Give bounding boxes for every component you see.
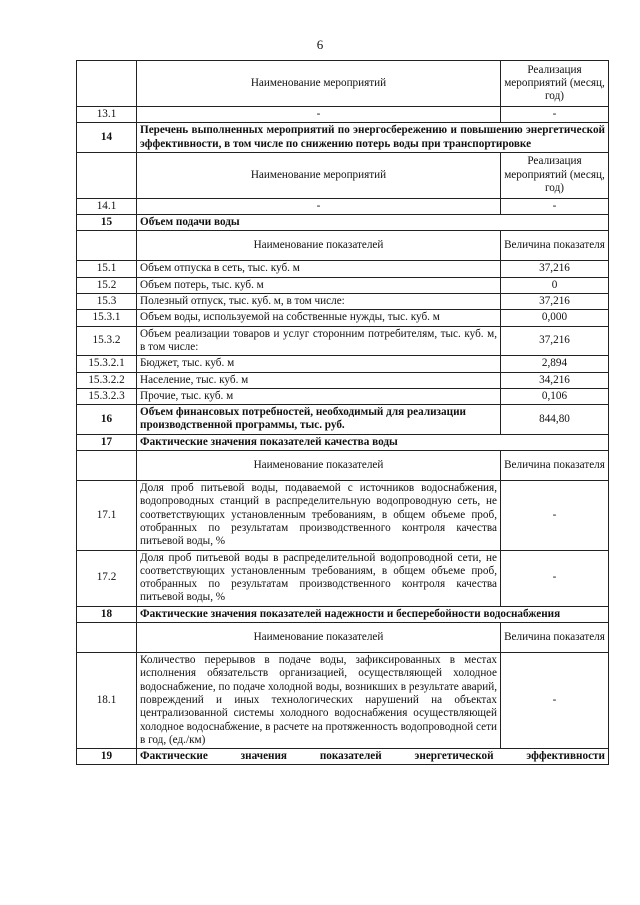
row-name: - bbox=[137, 198, 501, 214]
row-value: - bbox=[501, 198, 609, 214]
row-number: 17.1 bbox=[77, 481, 137, 550]
table-row bbox=[77, 372, 609, 388]
section-number: 16 bbox=[100, 412, 113, 425]
page-number: 6 bbox=[316, 37, 324, 52]
row-number: 15.3.1 bbox=[77, 310, 137, 326]
table-row bbox=[77, 294, 609, 310]
row-value: - bbox=[501, 550, 609, 606]
column-header-value: Реализация мероприятий (месяц, год) bbox=[501, 61, 609, 107]
section-title: Фактические значения показателей надежности и бесперебойности водоснабжения bbox=[140, 607, 561, 620]
row-number: 17.2 bbox=[77, 550, 137, 606]
section-row bbox=[77, 123, 609, 153]
row-number: 15.1 bbox=[77, 261, 137, 277]
row-name: - bbox=[137, 107, 501, 123]
section-number: 14 bbox=[100, 130, 113, 143]
table-row bbox=[77, 107, 609, 123]
row-value: 37,216 bbox=[501, 294, 609, 310]
row-number: 15.3.2.3 bbox=[77, 388, 137, 404]
table-row bbox=[77, 310, 609, 326]
table-row bbox=[77, 261, 609, 277]
row-name: Доля проб питьевой воды в распределительной водопроводной сети, не соответствующих установленным требованиям, в общем объеме проб, отобранных по результатам производственного контроля качества питьевой воды, % bbox=[137, 550, 501, 606]
row-value: 37,216 bbox=[501, 326, 609, 356]
table-row bbox=[77, 277, 609, 293]
table-row bbox=[77, 198, 609, 214]
column-header-value: Величина показателя bbox=[501, 451, 609, 481]
table-row bbox=[77, 356, 609, 372]
row-number: 15.2 bbox=[77, 277, 137, 293]
section-title: Объем подачи воды bbox=[140, 216, 240, 229]
section-row bbox=[77, 749, 609, 765]
section-row bbox=[77, 405, 609, 435]
section-number: 15 bbox=[100, 216, 113, 229]
column-header-name: Наименование мероприятий bbox=[137, 152, 501, 198]
table-header-row bbox=[77, 231, 609, 261]
table-header-row bbox=[77, 451, 609, 481]
row-name: Доля проб питьевой воды, подаваемой с источников водоснабжения, водопроводных станций в распределительную водопроводную сеть, не соответствующих установленным требованиям, в общем объеме проб, отобранных по результатам производственного контроля качества питьевой воды, % bbox=[137, 481, 501, 550]
table-row bbox=[77, 550, 609, 606]
column-header-value: Величина показателя bbox=[501, 231, 609, 261]
row-name: Бюджет, тыс. куб. м bbox=[137, 356, 501, 372]
row-number: 14.1 bbox=[77, 198, 137, 214]
column-header-name: Наименование показателей bbox=[137, 231, 501, 261]
row-name: Объем потерь, тыс. куб. м bbox=[137, 277, 501, 293]
row-value: 844,80 bbox=[501, 405, 609, 435]
section-row bbox=[77, 215, 609, 231]
row-value: 0,106 bbox=[501, 388, 609, 404]
column-header-value: Величина показателя bbox=[501, 623, 609, 653]
row-number: 15.3.2 bbox=[77, 326, 137, 356]
table-row bbox=[77, 653, 609, 749]
row-number: 15.3.2.2 bbox=[77, 372, 137, 388]
row-name: Полезный отпуск, тыс. куб. м, в том числе: bbox=[137, 294, 501, 310]
column-header-name: Наименование показателей bbox=[137, 451, 501, 481]
row-value: - bbox=[501, 481, 609, 550]
row-value: 0,000 bbox=[501, 310, 609, 326]
section-title: Фактические значения показателей энергетической эффективности bbox=[140, 750, 605, 763]
production-program-table bbox=[76, 60, 609, 765]
row-value: - bbox=[501, 653, 609, 749]
column-header-name: Наименование показателей bbox=[137, 623, 501, 653]
table-row bbox=[77, 481, 609, 550]
row-value: 37,216 bbox=[501, 261, 609, 277]
table-row bbox=[77, 326, 609, 356]
section-number: 19 bbox=[100, 750, 113, 763]
row-value: - bbox=[501, 107, 609, 123]
table-header-row bbox=[77, 623, 609, 653]
section-row bbox=[77, 434, 609, 450]
row-number: 15.3.2.1 bbox=[77, 356, 137, 372]
section-title: Объем финансовых потребностей, необходимый для реализации производственной программы, тыс. руб. bbox=[140, 406, 466, 432]
table-header-row bbox=[77, 152, 609, 198]
row-name: Количество перерывов в подаче воды, зафиксированных в местах исполнения обязательств организацией, осуществляющей холодное водоснабжение, по подаче холодной воды, возникших в результате аварий, повреждений и иных технологических нарушений на объектах централизованной системы холодного водоснабжения осуществляющей холодное водоснабжение, в расчете на протяженность водопроводной сети в год, (ед./км) bbox=[137, 653, 501, 749]
section-title: Перечень выполненных мероприятий по энергосбережению и повышению энергетической эффективности, в том числе по снижению потерь воды при транспортировке bbox=[140, 124, 605, 150]
column-header-value: Реализация мероприятий (месяц, год) bbox=[501, 152, 609, 198]
section-title: Фактические значения показателей качества воды bbox=[140, 435, 398, 448]
row-name: Прочие, тыс. куб. м bbox=[137, 388, 501, 404]
section-number: 18 bbox=[100, 607, 113, 620]
row-number: 13.1 bbox=[77, 107, 137, 123]
row-number: 18.1 bbox=[77, 653, 137, 749]
row-value: 34,216 bbox=[501, 372, 609, 388]
table-header-row bbox=[77, 61, 609, 107]
row-number: 15.3 bbox=[77, 294, 137, 310]
column-header-name: Наименование мероприятий bbox=[137, 61, 501, 107]
table-row bbox=[77, 388, 609, 404]
row-name: Объем реализации товаров и услуг сторонним потребителям, тыс. куб. м, в том числе: bbox=[137, 326, 501, 356]
row-value: 0 bbox=[501, 277, 609, 293]
row-name: Объем воды, используемой на собственные нужды, тыс. куб. м bbox=[137, 310, 501, 326]
row-value: 2,894 bbox=[501, 356, 609, 372]
row-name: Население, тыс. куб. м bbox=[137, 372, 501, 388]
row-name: Объем отпуска в сеть, тыс. куб. м bbox=[137, 261, 501, 277]
section-row bbox=[77, 606, 609, 622]
section-number: 17 bbox=[100, 435, 113, 448]
